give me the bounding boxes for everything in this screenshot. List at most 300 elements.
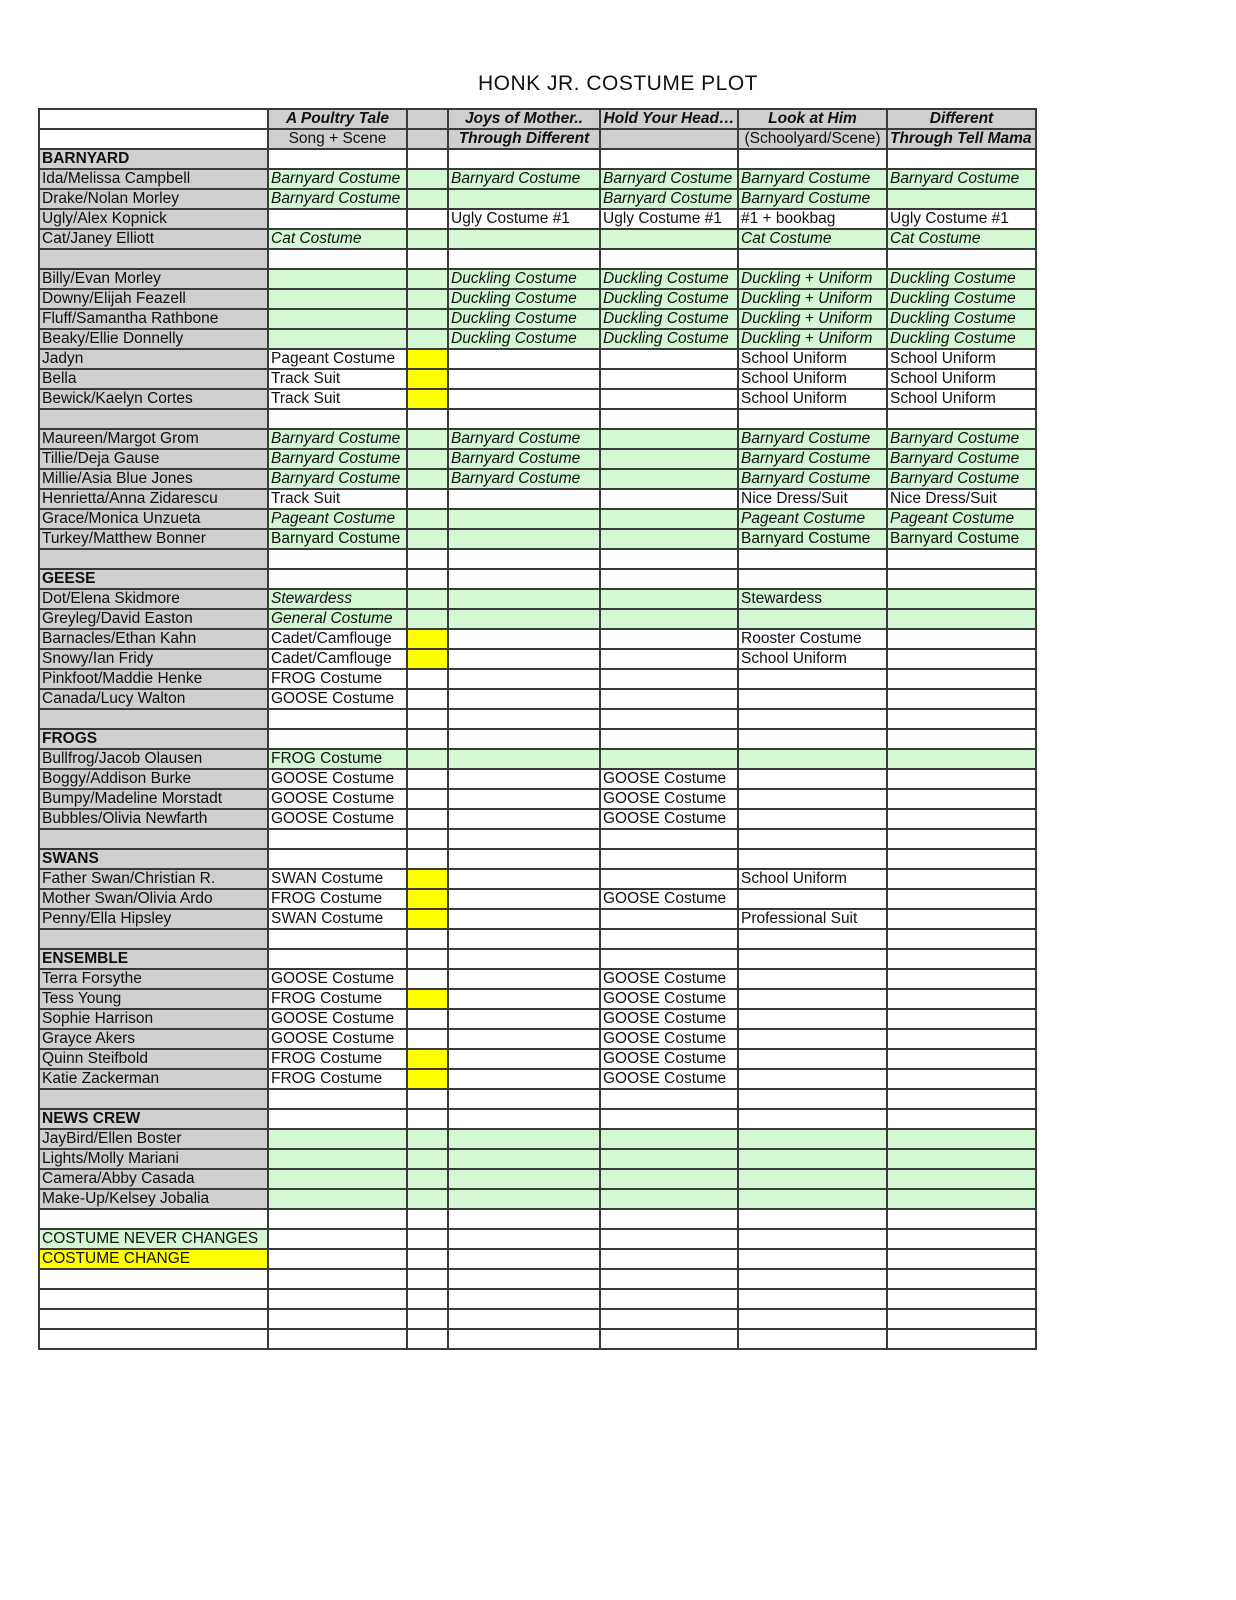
- costume-cell: GOOSE Costume: [268, 1009, 407, 1029]
- costume-cell: [407, 149, 448, 169]
- costume-cell: School Uniform: [738, 369, 887, 389]
- table-row: [39, 1229, 1036, 1249]
- costume-cell: [887, 929, 1036, 949]
- costume-cell: [600, 1289, 738, 1309]
- costume-cell: [448, 1229, 600, 1249]
- costume-cell: [448, 1289, 600, 1309]
- table-row: [39, 929, 1036, 949]
- costume-cell: [407, 729, 448, 749]
- costume-cell: Duckling Costume: [887, 329, 1036, 349]
- cast-name-cell: Beaky/Ellie Donnelly: [39, 329, 268, 349]
- costume-cell: [887, 1009, 1036, 1029]
- costume-cell: SWAN Costume: [268, 869, 407, 889]
- cast-name-cell: Katie Zackerman: [39, 1069, 268, 1089]
- costume-cell: [738, 949, 887, 969]
- costume-cell: GOOSE Costume: [600, 1009, 738, 1029]
- costume-cell: [448, 1069, 600, 1089]
- costume-cell: [407, 1049, 448, 1069]
- costume-cell: Barnyard Costume: [738, 529, 887, 549]
- costume-cell: [448, 989, 600, 1009]
- section-row: [39, 149, 1036, 169]
- costume-cell: [268, 289, 407, 309]
- costume-cell: Ugly Costume #1: [600, 209, 738, 229]
- costume-cell: [448, 589, 600, 609]
- costume-cell: [407, 409, 448, 429]
- costume-cell: [448, 249, 600, 269]
- costume-cell: [407, 649, 448, 669]
- cast-name-cell: Make-Up/Kelsey Jobalia: [39, 1189, 268, 1209]
- scene-header-cell: Look at Him: [738, 109, 887, 129]
- table-row: [39, 549, 1036, 569]
- costume-cell: #1 + bookbag: [738, 209, 887, 229]
- costume-cell: GOOSE Costume: [268, 689, 407, 709]
- costume-cell: School Uniform: [887, 369, 1036, 389]
- costume-cell: [738, 1089, 887, 1109]
- costume-cell: [887, 1289, 1036, 1309]
- costume-cell: GOOSE Costume: [268, 789, 407, 809]
- costume-cell: [600, 869, 738, 889]
- costume-cell: Barnyard Costume: [268, 469, 407, 489]
- costume-cell: [448, 369, 600, 389]
- costume-cell: [600, 389, 738, 409]
- costume-cell: [268, 249, 407, 269]
- cast-name-cell: Camera/Abby Casada: [39, 1169, 268, 1189]
- costume-cell: [600, 529, 738, 549]
- scene-header-cell: Through Tell Mama: [887, 129, 1036, 149]
- section-heading: ENSEMBLE: [39, 949, 268, 969]
- costume-cell: [268, 1249, 407, 1269]
- costume-cell: [448, 389, 600, 409]
- costume-cell: [738, 709, 887, 729]
- legend-cell: COSTUME CHANGE: [39, 1249, 268, 1269]
- costume-cell: [448, 1189, 600, 1209]
- costume-cell: [600, 509, 738, 529]
- costume-cell: [407, 289, 448, 309]
- cast-name-cell: [39, 1329, 268, 1349]
- costume-cell: [887, 829, 1036, 849]
- costume-cell: [407, 549, 448, 569]
- costume-cell: [600, 649, 738, 669]
- table-row: [39, 469, 1036, 489]
- costume-cell: [407, 789, 448, 809]
- costume-cell: [600, 849, 738, 869]
- cast-name-cell: Mother Swan/Olivia Ardo: [39, 889, 268, 909]
- costume-cell: [407, 1229, 448, 1249]
- costume-cell: Duckling Costume: [448, 329, 600, 349]
- costume-cell: [448, 889, 600, 909]
- section-row: [39, 729, 1036, 749]
- table-row: [39, 749, 1036, 769]
- costume-cell: Pageant Costume: [268, 349, 407, 369]
- table-row: [39, 869, 1036, 889]
- table-row: [39, 249, 1036, 269]
- costume-cell: [600, 549, 738, 569]
- costume-cell: [448, 1129, 600, 1149]
- costume-cell: Cat Costume: [887, 229, 1036, 249]
- cast-name-cell: Tess Young: [39, 989, 268, 1009]
- costume-cell: [738, 1009, 887, 1029]
- costume-cell: [448, 789, 600, 809]
- table-row: [39, 1009, 1036, 1029]
- cast-name-cell: Greyleg/David Easton: [39, 609, 268, 629]
- table-row: [39, 669, 1036, 689]
- costume-cell: [448, 1269, 600, 1289]
- costume-cell: [448, 229, 600, 249]
- table-row: [39, 449, 1036, 469]
- cast-name-cell: Bumpy/Madeline Morstadt: [39, 789, 268, 809]
- costume-cell: [738, 1029, 887, 1049]
- costume-cell: Barnyard Costume: [887, 529, 1036, 549]
- table-row: [39, 289, 1036, 309]
- table-row: [39, 389, 1036, 409]
- costume-cell: [738, 1329, 887, 1349]
- costume-cell: [407, 1089, 448, 1109]
- costume-cell: [448, 1049, 600, 1069]
- costume-cell: [738, 1209, 887, 1229]
- header-corner-cell: [39, 109, 268, 129]
- costume-cell: [407, 169, 448, 189]
- scene-header-cell: Song + Scene: [268, 129, 407, 149]
- costume-cell: [448, 149, 600, 169]
- costume-cell: FROG Costume: [268, 1069, 407, 1089]
- costume-cell: [407, 929, 448, 949]
- table-row: [39, 189, 1036, 209]
- costume-cell: [268, 549, 407, 569]
- costume-cell: [407, 1309, 448, 1329]
- table-row: [39, 1169, 1036, 1189]
- costume-cell: [887, 809, 1036, 829]
- costume-cell: Barnyard Costume: [448, 169, 600, 189]
- cast-name-cell: Quinn Steifbold: [39, 1049, 268, 1069]
- cast-name-cell: Maureen/Margot Grom: [39, 429, 268, 449]
- costume-cell: [600, 1249, 738, 1269]
- costume-cell: [407, 229, 448, 249]
- costume-cell: [448, 1249, 600, 1269]
- costume-cell: Duckling + Uniform: [738, 329, 887, 349]
- costume-cell: [600, 709, 738, 729]
- cast-name-cell: Sophie Harrison: [39, 1009, 268, 1029]
- table-row: [39, 609, 1036, 629]
- costume-cell: [600, 669, 738, 689]
- table-row: [39, 529, 1036, 549]
- costume-cell: [887, 769, 1036, 789]
- costume-cell: [600, 369, 738, 389]
- costume-cell: [600, 469, 738, 489]
- costume-cell: [448, 1309, 600, 1329]
- table-row: [39, 1049, 1036, 1069]
- table-row: [39, 1069, 1036, 1089]
- table-row: [39, 969, 1036, 989]
- costume-cell: [738, 1249, 887, 1269]
- costume-cell: [600, 149, 738, 169]
- costume-cell: [407, 989, 448, 1009]
- costume-cell: GOOSE Costume: [600, 769, 738, 789]
- costume-cell: [268, 1189, 407, 1209]
- costume-cell: [268, 1229, 407, 1249]
- costume-cell: [448, 409, 600, 429]
- section-heading: NEWS CREW: [39, 1109, 268, 1129]
- costume-cell: [268, 1329, 407, 1349]
- costume-cell: Duckling + Uniform: [738, 289, 887, 309]
- cast-name-cell: JayBird/Ellen Boster: [39, 1129, 268, 1149]
- costume-cell: Barnyard Costume: [268, 529, 407, 549]
- costume-cell: Duckling Costume: [448, 289, 600, 309]
- cast-name-cell: Downy/Elijah Feazell: [39, 289, 268, 309]
- costume-cell: [738, 1269, 887, 1289]
- costume-cell: [407, 589, 448, 609]
- costume-cell: [448, 769, 600, 789]
- costume-cell: Barnyard Costume: [448, 449, 600, 469]
- costume-cell: [887, 909, 1036, 929]
- costume-cell: [887, 549, 1036, 569]
- costume-cell: Track Suit: [268, 489, 407, 509]
- costume-cell: [448, 869, 600, 889]
- cast-name-cell: [39, 1289, 268, 1309]
- table-row: [39, 329, 1036, 349]
- cast-name-cell: [39, 409, 268, 429]
- cast-name-cell: [39, 1309, 268, 1329]
- costume-cell: [887, 849, 1036, 869]
- costume-cell: [887, 749, 1036, 769]
- costume-cell: [448, 1029, 600, 1049]
- costume-cell: SWAN Costume: [268, 909, 407, 929]
- costume-cell: Professional Suit: [738, 909, 887, 929]
- costume-cell: [407, 1009, 448, 1029]
- costume-cell: Duckling + Uniform: [738, 309, 887, 329]
- costume-cell: [407, 349, 448, 369]
- costume-cell: Track Suit: [268, 369, 407, 389]
- table-row: [39, 1089, 1036, 1109]
- costume-cell: [600, 1309, 738, 1329]
- cast-name-cell: Fluff/Samantha Rathbone: [39, 309, 268, 329]
- costume-cell: [738, 1149, 887, 1169]
- costume-cell: [738, 809, 887, 829]
- costume-cell: [738, 249, 887, 269]
- cast-name-cell: [39, 1269, 268, 1289]
- costume-cell: [407, 669, 448, 689]
- costume-cell: [407, 629, 448, 649]
- costume-cell: [887, 1229, 1036, 1249]
- table-row: [39, 1189, 1036, 1209]
- section-row: [39, 569, 1036, 589]
- table-row: [39, 309, 1036, 329]
- costume-cell: [600, 829, 738, 849]
- costume-cell: [448, 749, 600, 769]
- table-row: [39, 1029, 1036, 1049]
- costume-cell: [268, 949, 407, 969]
- costume-cell: GOOSE Costume: [600, 889, 738, 909]
- cast-name-cell: Terra Forsythe: [39, 969, 268, 989]
- scene-header-cell: Joys of Mother..: [448, 109, 600, 129]
- costume-cell: [407, 869, 448, 889]
- costume-cell: [600, 1229, 738, 1249]
- cast-name-cell: Henrietta/Anna Zidarescu: [39, 489, 268, 509]
- costume-cell: School Uniform: [738, 869, 887, 889]
- page-title: HONK JR. COSTUME PLOT: [477, 72, 759, 95]
- costume-cell: [407, 1069, 448, 1089]
- costume-cell: GOOSE Costume: [268, 1029, 407, 1049]
- cast-name-cell: Turkey/Matthew Bonner: [39, 529, 268, 549]
- costume-cell: GOOSE Costume: [600, 809, 738, 829]
- costume-cell: [448, 969, 600, 989]
- section-heading: SWANS: [39, 849, 268, 869]
- costume-cell: [407, 709, 448, 729]
- costume-cell: Duckling Costume: [600, 329, 738, 349]
- costume-cell: [600, 1269, 738, 1289]
- costume-cell: [448, 829, 600, 849]
- costume-cell: [738, 1189, 887, 1209]
- costume-cell: [600, 489, 738, 509]
- costume-cell: [887, 949, 1036, 969]
- cast-name-cell: Millie/Asia Blue Jones: [39, 469, 268, 489]
- table-row: [39, 369, 1036, 389]
- cast-name-cell: Ugly/Alex Kopnick: [39, 209, 268, 229]
- costume-cell: FROG Costume: [268, 889, 407, 909]
- costume-cell: [407, 1289, 448, 1309]
- scene-header-cell: Hold Your Head…: [600, 109, 738, 129]
- costume-cell: GOOSE Costume: [600, 1029, 738, 1049]
- cast-name-cell: Penny/Ella Hipsley: [39, 909, 268, 929]
- costume-cell: [407, 749, 448, 769]
- table-row: [39, 409, 1036, 429]
- costume-cell: [738, 609, 887, 629]
- costume-cell: Barnyard Costume: [448, 429, 600, 449]
- costume-cell: [448, 729, 600, 749]
- costume-cell: [887, 589, 1036, 609]
- table-row: [39, 429, 1036, 449]
- section-heading: FROGS: [39, 729, 268, 749]
- costume-cell: GOOSE Costume: [600, 1049, 738, 1069]
- costume-cell: Duckling Costume: [887, 289, 1036, 309]
- cast-name-cell: Lights/Molly Mariani: [39, 1149, 268, 1169]
- costume-cell: School Uniform: [738, 349, 887, 369]
- costume-cell: [407, 1109, 448, 1129]
- costume-cell: [268, 849, 407, 869]
- costume-cell: Barnyard Costume: [600, 169, 738, 189]
- costume-cell: [268, 1209, 407, 1229]
- costume-cell: Track Suit: [268, 389, 407, 409]
- costume-cell: [448, 489, 600, 509]
- costume-cell: Cat Costume: [268, 229, 407, 249]
- costume-cell: FROG Costume: [268, 749, 407, 769]
- cast-name-cell: Pinkfoot/Maddie Henke: [39, 669, 268, 689]
- section-row: [39, 949, 1036, 969]
- costume-cell: [887, 1249, 1036, 1269]
- costume-cell: [887, 669, 1036, 689]
- section-heading: BARNYARD: [39, 149, 268, 169]
- table-row: [39, 649, 1036, 669]
- table-row: [39, 1289, 1036, 1309]
- costume-cell: [268, 1109, 407, 1129]
- legend-cell: COSTUME NEVER CHANGES: [39, 1229, 268, 1249]
- scene-header-cell: A Poultry Tale: [268, 109, 407, 129]
- costume-cell: [600, 749, 738, 769]
- costume-cell: [600, 349, 738, 369]
- costume-cell: [268, 829, 407, 849]
- costume-cell: [407, 1029, 448, 1049]
- costume-cell: [407, 969, 448, 989]
- costume-cell: [738, 689, 887, 709]
- table-row: [39, 349, 1036, 369]
- costume-cell: [887, 1029, 1036, 1049]
- costume-cell: [407, 769, 448, 789]
- costume-cell: [407, 689, 448, 709]
- costume-cell: Pageant Costume: [268, 509, 407, 529]
- costume-cell: [448, 629, 600, 649]
- costume-cell: Barnyard Costume: [738, 469, 887, 489]
- costume-cell: [738, 1169, 887, 1189]
- costume-cell: Duckling Costume: [600, 309, 738, 329]
- costume-cell: GOOSE Costume: [268, 769, 407, 789]
- costume-cell: [448, 1089, 600, 1109]
- costume-cell: [407, 889, 448, 909]
- costume-cell: [887, 1089, 1036, 1109]
- costume-cell: [268, 149, 407, 169]
- cast-name-cell: Bewick/Kaelyn Cortes: [39, 389, 268, 409]
- table-row: [39, 1129, 1036, 1149]
- costume-cell: FROG Costume: [268, 669, 407, 689]
- costume-cell: [738, 789, 887, 809]
- costume-cell: GOOSE Costume: [600, 989, 738, 1009]
- costume-cell: [600, 1089, 738, 1109]
- costume-cell: Stewardess: [738, 589, 887, 609]
- costume-cell: [738, 1129, 887, 1149]
- costume-cell: [268, 1089, 407, 1109]
- costume-cell: Pageant Costume: [738, 509, 887, 529]
- table-row: [39, 789, 1036, 809]
- cast-name-cell: [39, 249, 268, 269]
- costume-cell: Duckling Costume: [448, 269, 600, 289]
- costume-cell: [407, 1329, 448, 1349]
- costume-cell: Barnyard Costume: [268, 449, 407, 469]
- costume-cell: Stewardess: [268, 589, 407, 609]
- costume-cell: [268, 209, 407, 229]
- cast-name-cell: Billy/Evan Morley: [39, 269, 268, 289]
- costume-cell: [600, 1129, 738, 1149]
- costume-cell: General Costume: [268, 609, 407, 629]
- cast-name-cell: Dot/Elena Skidmore: [39, 589, 268, 609]
- costume-cell: Barnyard Costume: [887, 429, 1036, 449]
- section-row: [39, 1109, 1036, 1129]
- costume-cell: [600, 249, 738, 269]
- costume-cell: [268, 1149, 407, 1169]
- costume-cell: Duckling Costume: [887, 269, 1036, 289]
- costume-plot-body: [39, 109, 1036, 1349]
- costume-cell: [407, 829, 448, 849]
- costume-cell: [738, 1109, 887, 1129]
- costume-cell: [887, 889, 1036, 909]
- costume-cell: [407, 329, 448, 349]
- costume-cell: [738, 749, 887, 769]
- costume-cell: [268, 1269, 407, 1289]
- costume-cell: [887, 1149, 1036, 1169]
- costume-cell: [600, 1189, 738, 1209]
- costume-cell: [448, 689, 600, 709]
- costume-cell: [407, 509, 448, 529]
- table-row: [39, 889, 1036, 909]
- costume-cell: [600, 409, 738, 429]
- costume-cell: [268, 729, 407, 749]
- costume-cell: [600, 429, 738, 449]
- cast-name-cell: Jadyn: [39, 349, 268, 369]
- costume-cell: [268, 1289, 407, 1309]
- cast-name-cell: Snowy/Ian Fridy: [39, 649, 268, 669]
- table-row: [39, 1249, 1036, 1269]
- costume-cell: [738, 669, 887, 689]
- costume-cell: [268, 929, 407, 949]
- costume-cell: Barnyard Costume: [268, 189, 407, 209]
- costume-cell: [407, 189, 448, 209]
